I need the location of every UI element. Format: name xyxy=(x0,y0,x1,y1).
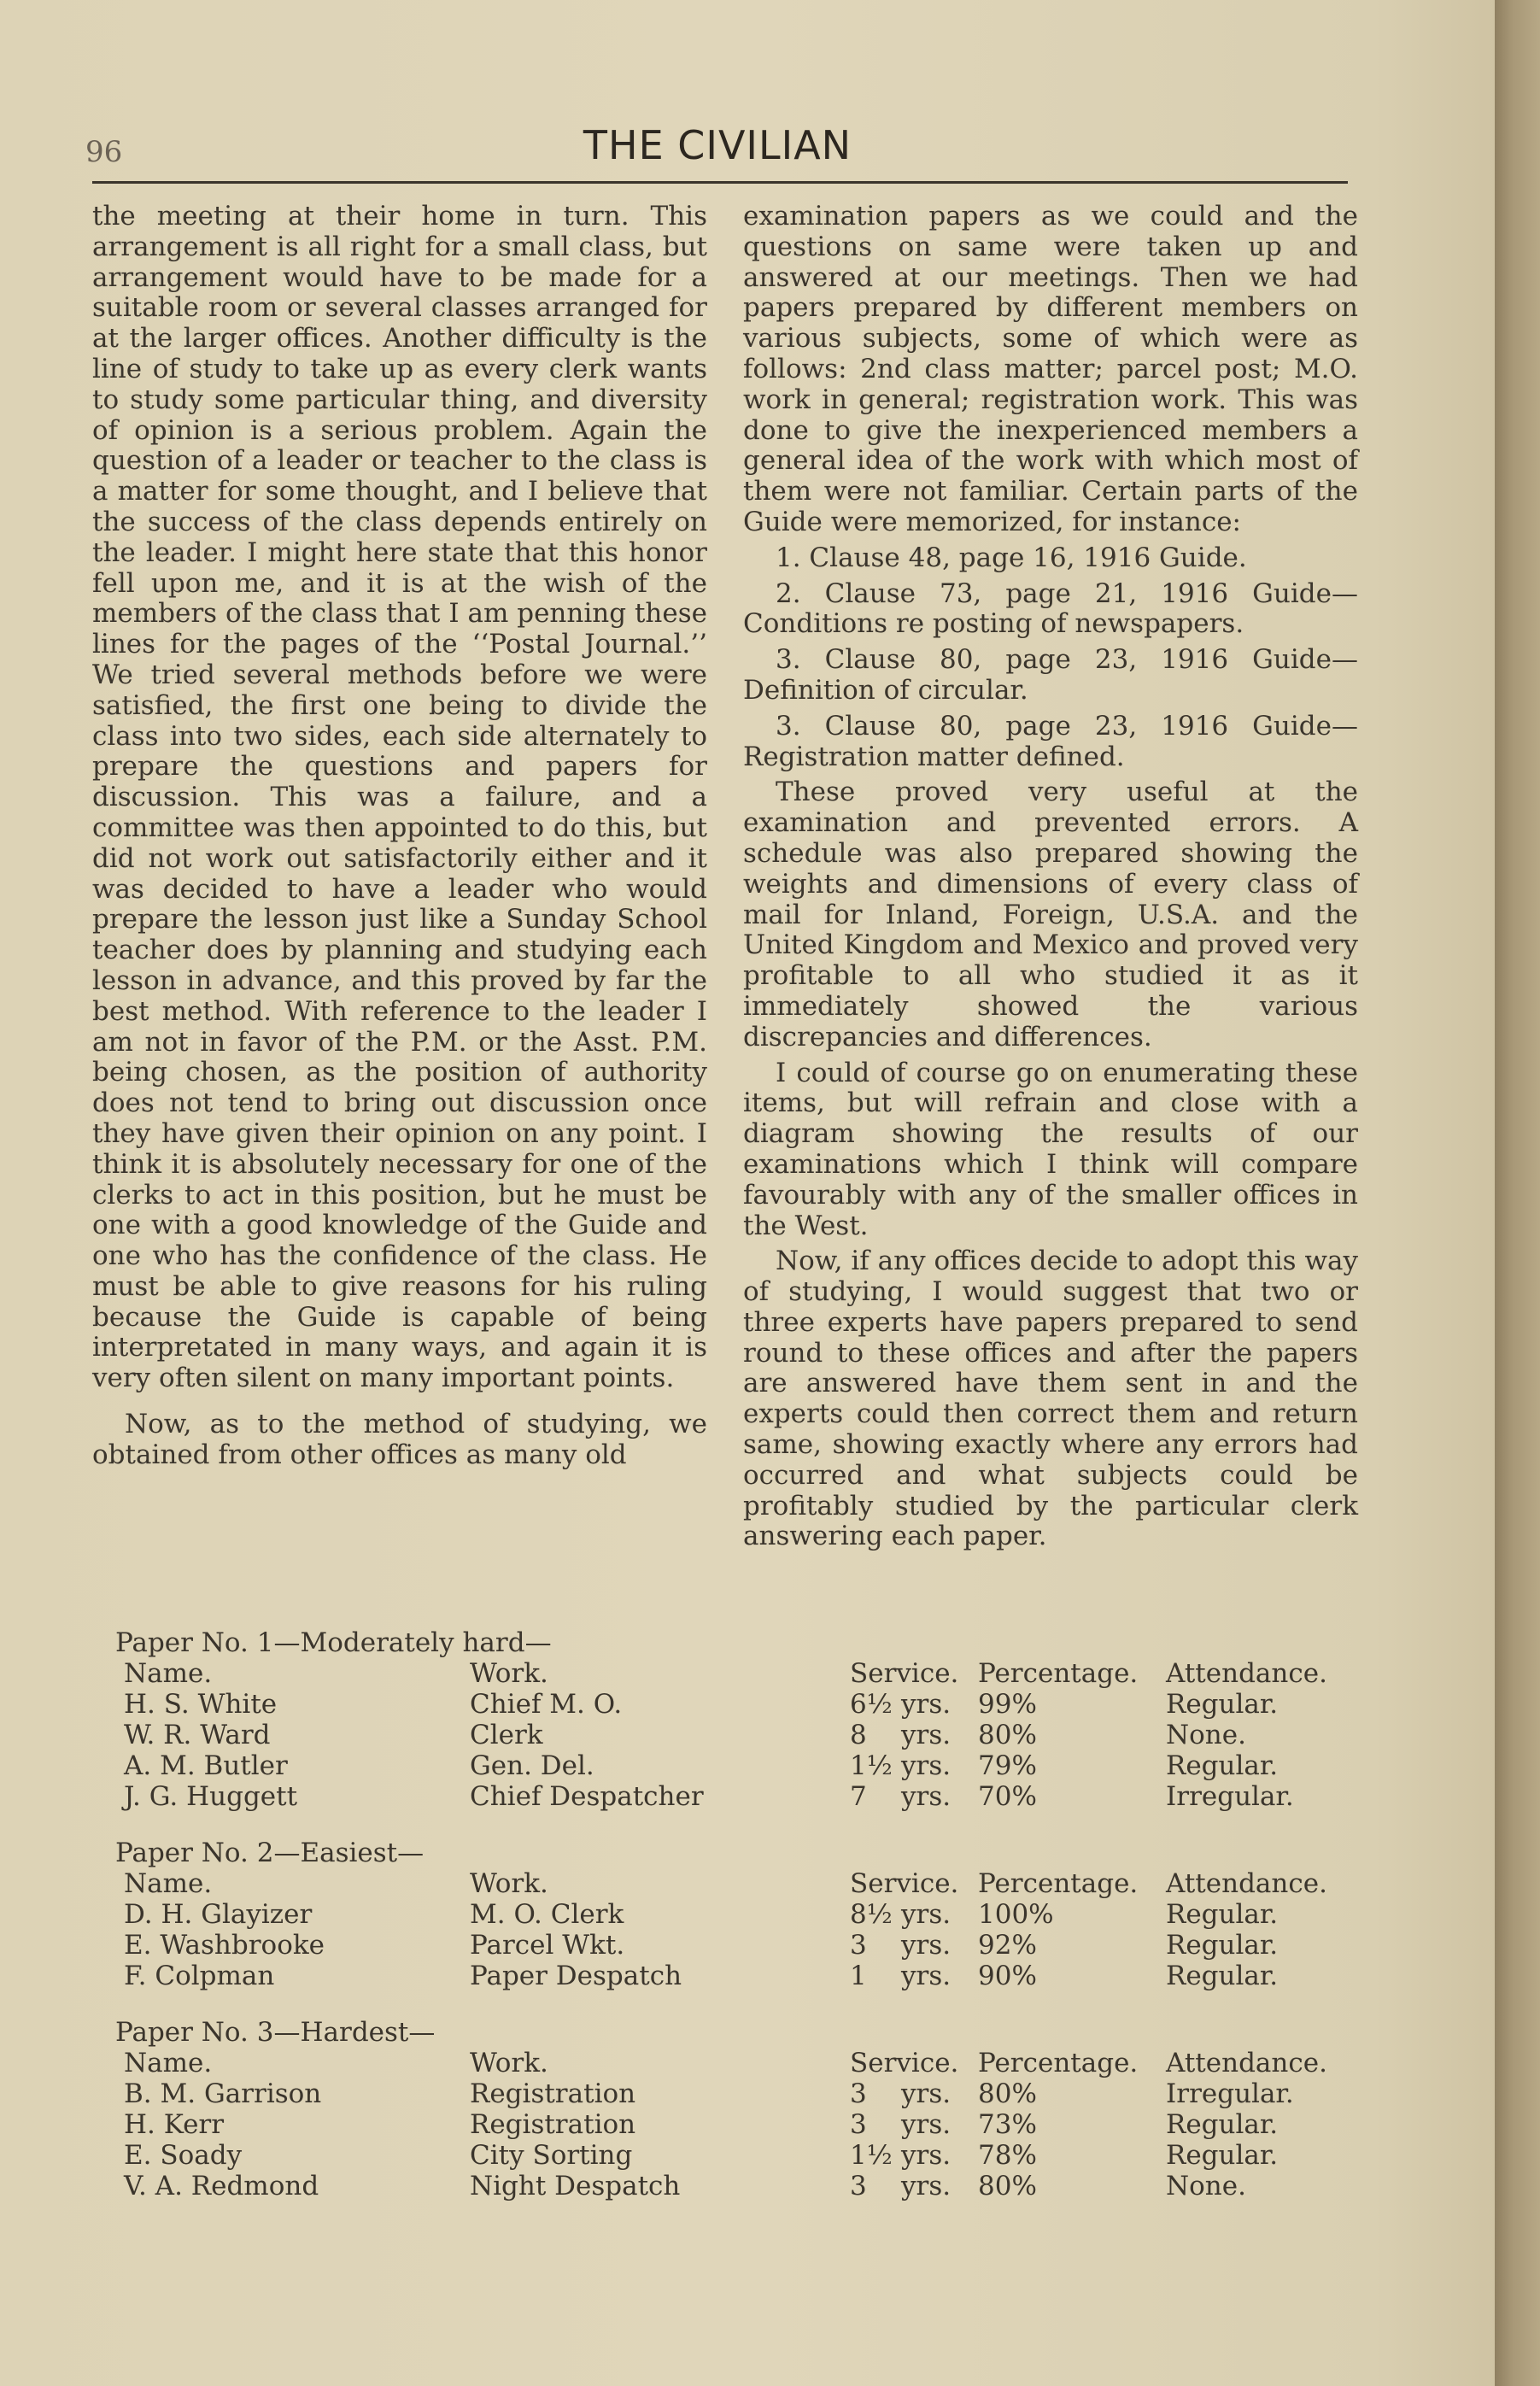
cell-work: Chief M. O. xyxy=(470,1689,623,1720)
cell-attendance: None. xyxy=(1166,2171,1246,2201)
cell-attendance: Regular. xyxy=(1166,1961,1279,1991)
cell-service: 1½ xyxy=(850,2140,893,2171)
cell-attendance: Irregular. xyxy=(1166,2078,1294,2109)
cell-work: Registration xyxy=(470,2078,636,2109)
cell-name: F. Colpman xyxy=(124,1961,275,1991)
header-service: Service. xyxy=(850,1868,959,1899)
cell-service: 7 xyxy=(850,1781,867,1812)
cell-percentage: 79% xyxy=(978,1750,1037,1781)
cell-work: M. O. Clerk xyxy=(470,1899,624,1930)
cell-work: Chief Despatcher xyxy=(470,1781,704,1812)
cell-unit: yrs. xyxy=(901,2109,952,2140)
cell-unit: yrs. xyxy=(901,1720,952,1750)
column-headers xyxy=(115,1658,1362,1689)
header-service: Service. xyxy=(850,1658,959,1689)
cell-service: 8½ xyxy=(850,1899,893,1930)
cell-percentage: 92% xyxy=(978,1930,1037,1961)
cell-percentage: 90% xyxy=(978,1961,1037,1991)
cell-percentage: 80% xyxy=(978,1720,1037,1750)
cell-percentage: 73% xyxy=(978,2109,1037,2140)
table-row xyxy=(115,2109,1362,2140)
cell-attendance: Irregular. xyxy=(1166,1781,1294,1812)
list-item: 3. Clause 80, page 23, 1916 Guide—Registration matter defined. xyxy=(743,710,1358,772)
header-work: Work. xyxy=(470,2048,548,2078)
cell-work: Clerk xyxy=(470,1720,543,1750)
cell-work: Night Despatch xyxy=(470,2171,681,2201)
cell-attendance: Regular. xyxy=(1166,2109,1279,2140)
binding-edge xyxy=(1495,0,1540,2386)
header-work: Work. xyxy=(470,1658,548,1689)
paragraph: Now, if any offices decide to adopt this way of studying, I would suggest that two or three experts have papers prepared to send round to these offices and after the papers are answered have them sent in and the experts could then correct them and return same, showing exactly where any errors had occurred and what subjects could be profitably studied by the particular clerk answering each paper. xyxy=(743,1246,1358,1552)
cell-attendance: None. xyxy=(1166,1720,1246,1750)
cell-service: 1½ xyxy=(850,1750,893,1781)
list-item: 1. Clause 48, page 16, 1916 Guide. xyxy=(776,542,1247,573)
cell-service: 3 xyxy=(850,2109,867,2140)
header-attendance: Attendance. xyxy=(1166,2048,1327,2078)
cell-percentage: 100% xyxy=(978,1899,1054,1930)
table-row xyxy=(115,1750,1362,1781)
cell-work: City Sorting xyxy=(470,2140,633,2171)
header-attendance: Attendance. xyxy=(1166,1868,1327,1899)
cell-name: H. Kerr xyxy=(124,2109,225,2140)
cell-service: 3 xyxy=(850,1930,867,1961)
cell-name: H. S. White xyxy=(124,1689,278,1720)
column-headers xyxy=(115,2048,1362,2078)
cell-percentage: 99% xyxy=(978,1689,1037,1720)
cell-attendance: Regular. xyxy=(1166,1899,1279,1930)
table-row xyxy=(115,2078,1362,2109)
cell-service: 6½ xyxy=(850,1689,893,1720)
table-row xyxy=(115,1961,1362,1991)
header-percentage: Percentage. xyxy=(978,1868,1139,1899)
cell-name: J. G. Huggett xyxy=(124,1781,298,1812)
cell-name: A. M. Butler xyxy=(124,1750,288,1781)
header-percentage: Percentage. xyxy=(978,1658,1139,1689)
cell-percentage: 80% xyxy=(978,2078,1037,2109)
cell-attendance: Regular. xyxy=(1166,2140,1279,2171)
paragraph: the meeting at their home in turn. This arrangement is all right for a small class, but arrangement would have to be made for a suitable room or several classes arranged for at the larger offices. Another difficulty is the line of study to take up as every clerk wants to study some particular thing, and diversity of opinion is a serious problem. Again the question of a leader or teacher to the class is a matter for some thought, and I believe that the success of the class depends entirely on the leader. I might here state that this honor fell upon me, and it is at the wish of the members of the class that I am penning these lines for the pages of the ‘‘Postal Journal.’’ We tried several methods before we were satisfied, the first one being to divide the class into two sides, each side alternately to prepare the questions and papers for discussion. This was a failure, and a committee was then appointed to do this, but did not work out satisfactorily either and it was decided to have a leader who would prepare the lesson just like a Sunday School teacher does by planning and studying each lesson in advance, and this proved by far the best method. With reference to the leader I am not in favor of the P.M. or the Asst. P.M. being chosen, as the position of authority does not tend to bring out discussion once they have given their opinion on any point. I think it is absolutely necessary for one of the clerks to act in this position, but he must be one with a good knowledge of the Guide and one who has the confidence of the class. He must be able to give reasons for his ruling because the Guide is capable of being interpretated in many ways, and again it is very often silent on many important points. xyxy=(92,201,707,1394)
cell-unit: yrs. xyxy=(901,2140,952,2171)
table-row xyxy=(115,1781,1362,1812)
cell-name: E. Soady xyxy=(124,2140,243,2171)
header-name: Name. xyxy=(124,2048,213,2078)
cell-unit: yrs. xyxy=(901,2171,952,2201)
list-item: 3. Clause 80, page 23, 1916 Guide—Definition of circular. xyxy=(743,644,1358,706)
right-column xyxy=(743,202,1358,1552)
cell-attendance: Regular. xyxy=(1166,1930,1279,1961)
cell-name: D. H. Glayizer xyxy=(124,1899,313,1930)
cell-name: W. R. Ward xyxy=(124,1720,271,1750)
cell-unit: yrs. xyxy=(901,1781,952,1812)
cell-service: 8 xyxy=(850,1720,867,1750)
cell-work: Registration xyxy=(470,2109,636,2140)
table-row xyxy=(115,2171,1362,2201)
cell-attendance: Regular. xyxy=(1166,1689,1279,1720)
paragraph: Now, as to the method of studying, we obtained from other offices as many old xyxy=(92,1409,707,1470)
table-row xyxy=(115,1899,1362,1930)
paper-block xyxy=(115,2017,1362,2201)
cell-name: V. A. Redmond xyxy=(124,2171,319,2201)
cell-unit: yrs. xyxy=(901,1961,952,1991)
cell-name: E. Washbrooke xyxy=(124,1930,325,1961)
cell-unit: yrs. xyxy=(901,1750,952,1781)
paragraph: I could of course go on enumerating these items, but will refrain and close with a diagram showing the results of our examinations which I think will compare favourably with any of the smaller offices in the West. xyxy=(743,1057,1358,1241)
header-name: Name. xyxy=(124,1658,213,1689)
page-title: THE CIVILIAN xyxy=(583,122,852,168)
cell-percentage: 78% xyxy=(978,2140,1037,2171)
cell-name: B. M. Garrison xyxy=(124,2078,322,2109)
paper-block xyxy=(115,1838,1362,1991)
paragraph: These proved very useful at the examination and prevented errors. A schedule was also prepared showing the weights and dimensions of every class of mail for Inland, Foreign, U.S.A. and the United Kingdom and Mexico and proved very profitable to all who studied it as it immediately showed the various discrepancies and differences. xyxy=(743,777,1358,1052)
cell-work: Parcel Wkt. xyxy=(470,1930,625,1961)
paragraph: examination papers as we could and the questions on same were taken up and answered at our meetings. Then we had papers prepared by different members on various subjects, some of which were as follows: 2nd class matter; parcel post; M.O. work in general; registration work. This was done to give the inexperienced members a general idea of the work with which most of them were not familiar. Certain parts of the Guide were memorized, for instance: xyxy=(743,201,1358,537)
paper-heading: Paper No. 2—Easiest— xyxy=(115,1838,425,1868)
header-attendance: Attendance. xyxy=(1166,1658,1327,1689)
results-tables xyxy=(115,1627,1362,2227)
table-row xyxy=(115,1930,1362,1961)
left-column xyxy=(92,202,707,1471)
cell-unit: yrs. xyxy=(901,1930,952,1961)
cell-attendance: Regular. xyxy=(1166,1750,1279,1781)
header-name: Name. xyxy=(124,1868,213,1899)
header-rule xyxy=(92,181,1348,184)
table-row xyxy=(115,1720,1362,1750)
list-item: 2. Clause 73, page 21, 1916 Guide—Conditions re posting of newspapers. xyxy=(743,577,1358,640)
paper-block xyxy=(115,1627,1362,1812)
cell-work: Paper Despatch xyxy=(470,1961,682,1991)
cell-service: 3 xyxy=(850,2078,867,2109)
header-service: Service. xyxy=(850,2048,959,2078)
cell-service: 3 xyxy=(850,2171,867,2201)
page-number: 96 xyxy=(85,135,123,169)
cell-unit: yrs. xyxy=(901,2078,952,2109)
paper-heading: Paper No. 3—Hardest— xyxy=(115,2017,436,2048)
header-work: Work. xyxy=(470,1868,548,1899)
header-percentage: Percentage. xyxy=(978,2048,1139,2078)
table-row xyxy=(115,2140,1362,2171)
cell-unit: yrs. xyxy=(901,1899,952,1930)
column-headers xyxy=(115,1868,1362,1899)
cell-percentage: 70% xyxy=(978,1781,1037,1812)
cell-percentage: 80% xyxy=(978,2171,1037,2201)
table-row xyxy=(115,1689,1362,1720)
cell-unit: yrs. xyxy=(901,1689,952,1720)
paper-heading: Paper No. 1—Moderately hard— xyxy=(115,1627,552,1658)
cell-service: 1 xyxy=(850,1961,867,1991)
cell-work: Gen. Del. xyxy=(470,1750,594,1781)
